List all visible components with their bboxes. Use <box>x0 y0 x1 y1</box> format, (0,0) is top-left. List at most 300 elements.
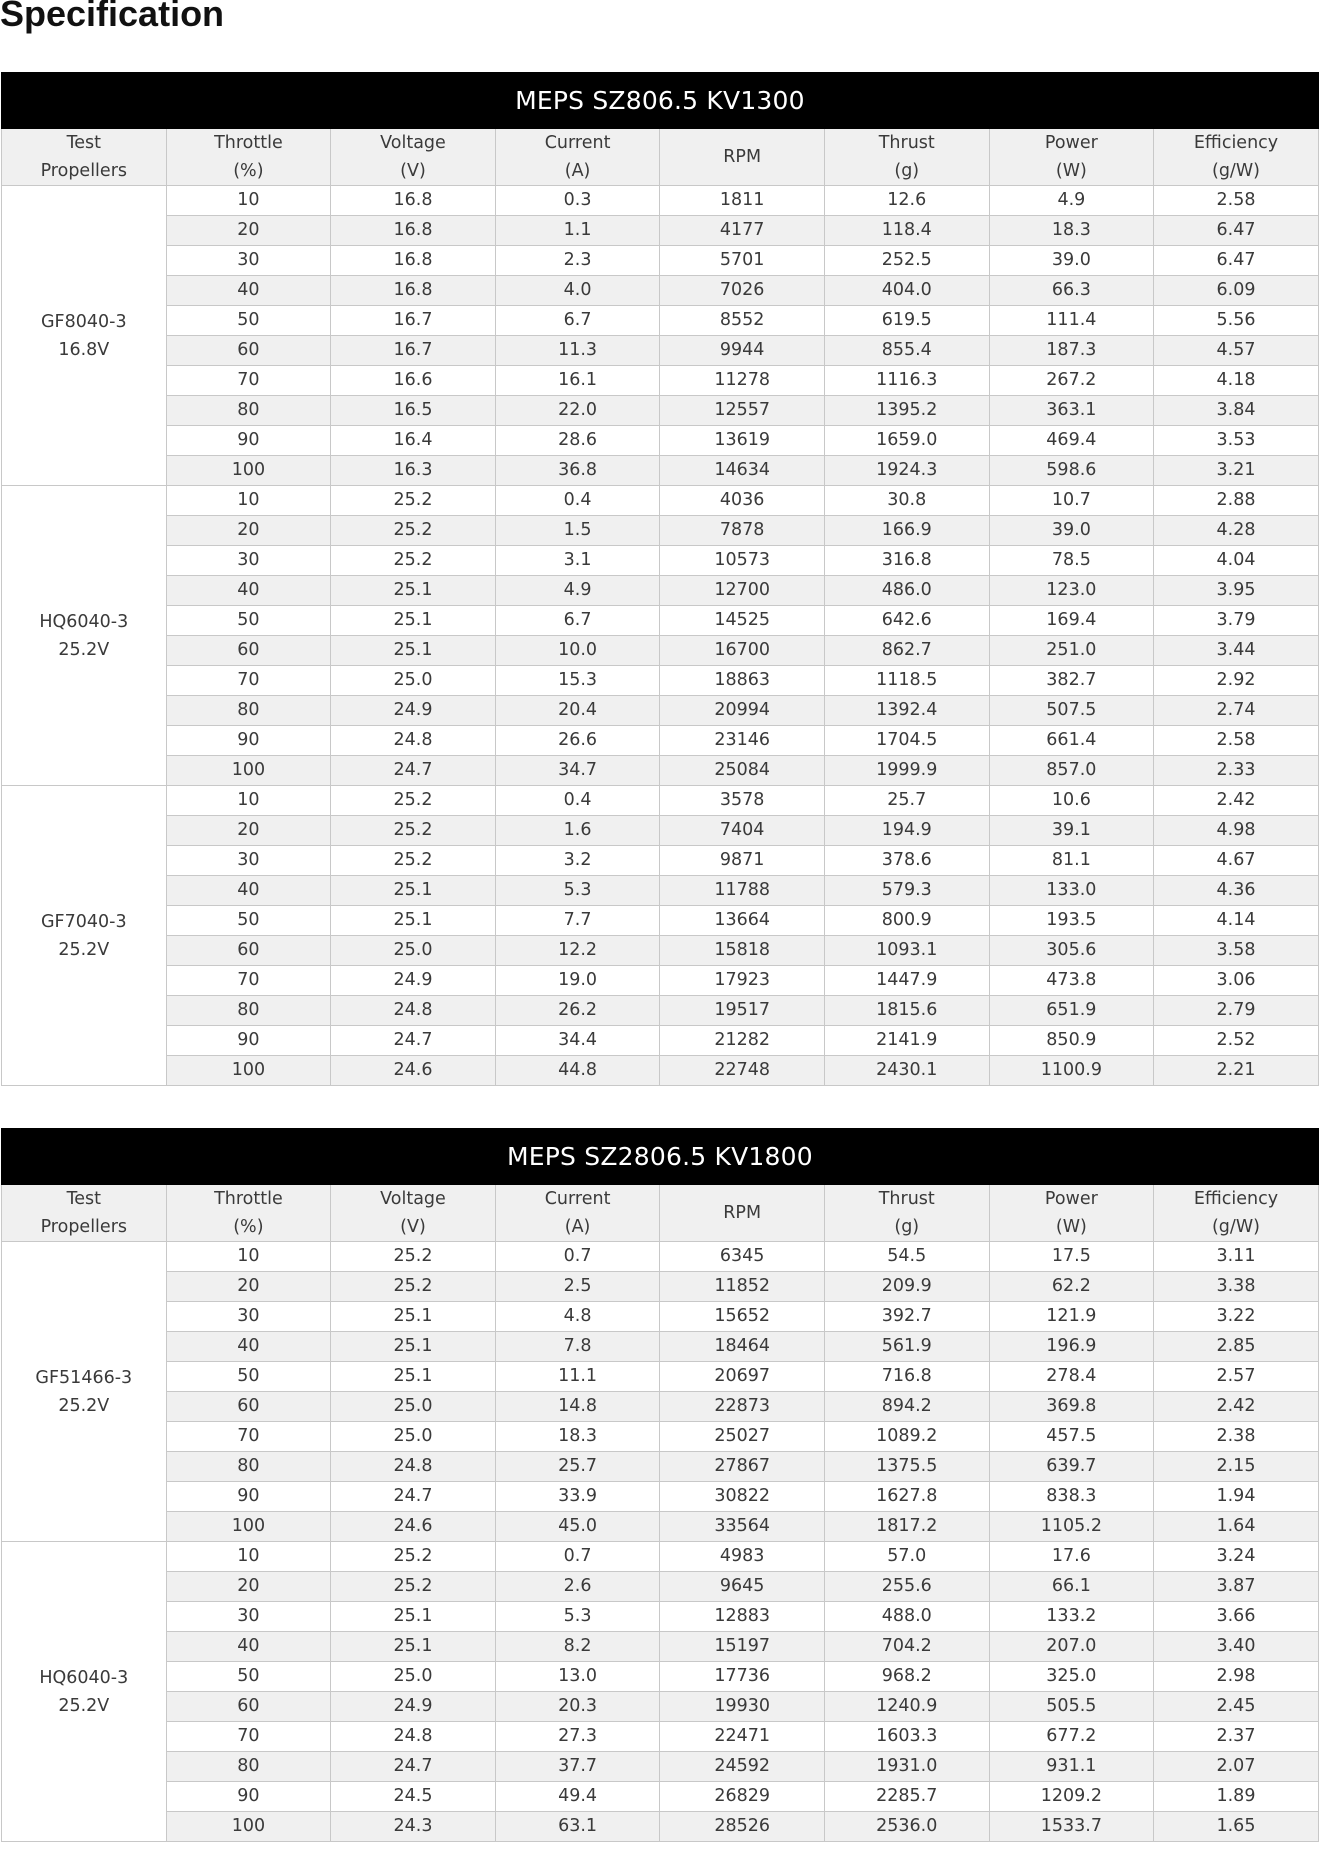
cell-rpm: 5701 <box>660 246 825 276</box>
cell-rpm: 9871 <box>660 846 825 876</box>
cell-power: 196.9 <box>989 1332 1154 1362</box>
cell-throttle: 60 <box>166 1692 331 1722</box>
col-header-current: Current (A) <box>495 1185 660 1242</box>
cell-current: 13.0 <box>495 1662 660 1692</box>
cell-rpm: 14634 <box>660 456 825 486</box>
cell-power: 305.6 <box>989 936 1154 966</box>
cell-throttle: 40 <box>166 876 331 906</box>
cell-efficiency: 4.14 <box>1154 906 1319 936</box>
propeller-model: GF51466-3 <box>35 1367 133 1388</box>
cell-throttle: 90 <box>166 726 331 756</box>
cell-power: 39.0 <box>989 516 1154 546</box>
table-row <box>2 456 1319 486</box>
cell-power: 169.4 <box>989 606 1154 636</box>
cell-thrust: 486.0 <box>824 576 989 606</box>
cell-voltage: 25.2 <box>331 846 496 876</box>
cell-rpm: 25027 <box>660 1422 825 1452</box>
table-title: MEPS SZ806.5 KV1300 <box>2 73 1319 129</box>
cell-efficiency: 4.04 <box>1154 546 1319 576</box>
cell-current: 22.0 <box>495 396 660 426</box>
cell-rpm: 27867 <box>660 1452 825 1482</box>
cell-voltage: 24.3 <box>331 1812 496 1842</box>
table-row <box>2 696 1319 726</box>
cell-throttle: 10 <box>166 786 331 816</box>
cell-rpm: 21282 <box>660 1026 825 1056</box>
table-row <box>2 1392 1319 1422</box>
cell-throttle: 20 <box>166 1272 331 1302</box>
cell-efficiency: 4.57 <box>1154 336 1319 366</box>
cell-voltage: 16.8 <box>331 216 496 246</box>
table-row <box>2 1722 1319 1752</box>
cell-current: 49.4 <box>495 1782 660 1812</box>
cell-voltage: 25.1 <box>331 1632 496 1662</box>
cell-rpm: 12700 <box>660 576 825 606</box>
cell-thrust: 642.6 <box>824 606 989 636</box>
spec-table-kv1300 <box>1 72 1319 1086</box>
cell-rpm: 11788 <box>660 876 825 906</box>
cell-current: 12.2 <box>495 936 660 966</box>
cell-efficiency: 2.92 <box>1154 666 1319 696</box>
cell-thrust: 968.2 <box>824 1662 989 1692</box>
cell-efficiency: 2.15 <box>1154 1452 1319 1482</box>
cell-current: 5.3 <box>495 1602 660 1632</box>
cell-current: 2.6 <box>495 1572 660 1602</box>
table-row <box>2 306 1319 336</box>
cell-power: 17.6 <box>989 1542 1154 1572</box>
cell-rpm: 18464 <box>660 1332 825 1362</box>
cell-current: 3.2 <box>495 846 660 876</box>
table-row <box>2 1422 1319 1452</box>
cell-rpm: 25084 <box>660 756 825 786</box>
cell-efficiency: 3.87 <box>1154 1572 1319 1602</box>
cell-thrust: 704.2 <box>824 1632 989 1662</box>
cell-throttle: 10 <box>166 486 331 516</box>
cell-power: 133.0 <box>989 876 1154 906</box>
cell-thrust: 12.6 <box>824 186 989 216</box>
cell-rpm: 4036 <box>660 486 825 516</box>
cell-power: 1100.9 <box>989 1056 1154 1086</box>
cell-voltage: 16.5 <box>331 396 496 426</box>
cell-throttle: 60 <box>166 336 331 366</box>
cell-efficiency: 3.84 <box>1154 396 1319 426</box>
cell-throttle: 20 <box>166 1572 331 1602</box>
cell-power: 81.1 <box>989 846 1154 876</box>
propeller-cell <box>2 1242 167 1542</box>
cell-power: 66.1 <box>989 1572 1154 1602</box>
cell-efficiency: 1.89 <box>1154 1782 1319 1812</box>
cell-rpm: 13664 <box>660 906 825 936</box>
cell-power: 18.3 <box>989 216 1154 246</box>
cell-thrust: 1931.0 <box>824 1752 989 1782</box>
cell-rpm: 33564 <box>660 1512 825 1542</box>
cell-thrust: 1659.0 <box>824 426 989 456</box>
cell-voltage: 25.1 <box>331 1362 496 1392</box>
cell-power: 639.7 <box>989 1452 1154 1482</box>
cell-efficiency: 3.21 <box>1154 456 1319 486</box>
cell-thrust: 2141.9 <box>824 1026 989 1056</box>
cell-power: 66.3 <box>989 276 1154 306</box>
propeller-voltage: 25.2V <box>58 939 110 960</box>
cell-voltage: 24.8 <box>331 726 496 756</box>
cell-voltage: 25.0 <box>331 1662 496 1692</box>
cell-throttle: 100 <box>166 456 331 486</box>
cell-efficiency: 5.56 <box>1154 306 1319 336</box>
cell-voltage: 24.7 <box>331 1482 496 1512</box>
table-row <box>2 1632 1319 1662</box>
cell-thrust: 25.7 <box>824 786 989 816</box>
cell-current: 0.4 <box>495 786 660 816</box>
cell-rpm: 28526 <box>660 1812 825 1842</box>
cell-current: 6.7 <box>495 306 660 336</box>
cell-voltage: 25.1 <box>331 876 496 906</box>
cell-rpm: 12557 <box>660 396 825 426</box>
cell-thrust: 1395.2 <box>824 396 989 426</box>
cell-thrust: 54.5 <box>824 1242 989 1272</box>
table-row <box>2 1572 1319 1602</box>
cell-rpm: 14525 <box>660 606 825 636</box>
cell-power: 1105.2 <box>989 1512 1154 1542</box>
cell-voltage: 25.1 <box>331 1332 496 1362</box>
cell-current: 11.1 <box>495 1362 660 1392</box>
cell-power: 850.9 <box>989 1026 1154 1056</box>
table-row <box>2 1242 1319 1272</box>
cell-throttle: 50 <box>166 606 331 636</box>
cell-voltage: 25.2 <box>331 546 496 576</box>
cell-rpm: 17923 <box>660 966 825 996</box>
cell-thrust: 316.8 <box>824 546 989 576</box>
cell-efficiency: 2.42 <box>1154 1392 1319 1422</box>
cell-efficiency: 3.40 <box>1154 1632 1319 1662</box>
table-row <box>2 426 1319 456</box>
cell-thrust: 855.4 <box>824 336 989 366</box>
cell-voltage: 16.4 <box>331 426 496 456</box>
cell-thrust: 1815.6 <box>824 996 989 1026</box>
table-row <box>2 276 1319 306</box>
cell-current: 15.3 <box>495 666 660 696</box>
cell-thrust: 619.5 <box>824 306 989 336</box>
cell-current: 18.3 <box>495 1422 660 1452</box>
cell-rpm: 17736 <box>660 1662 825 1692</box>
cell-current: 33.9 <box>495 1482 660 1512</box>
cell-thrust: 1093.1 <box>824 936 989 966</box>
propeller-voltage: 25.2V <box>58 1395 110 1416</box>
col-header-test: Test Propellers <box>2 129 167 186</box>
cell-voltage: 25.2 <box>331 786 496 816</box>
cell-rpm: 24592 <box>660 1752 825 1782</box>
cell-throttle: 10 <box>166 1542 331 1572</box>
cell-power: 62.2 <box>989 1272 1154 1302</box>
cell-throttle: 20 <box>166 216 331 246</box>
cell-power: 111.4 <box>989 306 1154 336</box>
table-row <box>2 726 1319 756</box>
cell-rpm: 12883 <box>660 1602 825 1632</box>
cell-current: 19.0 <box>495 966 660 996</box>
cell-current: 1.1 <box>495 216 660 246</box>
cell-voltage: 25.0 <box>331 936 496 966</box>
cell-thrust: 255.6 <box>824 1572 989 1602</box>
cell-efficiency: 4.36 <box>1154 876 1319 906</box>
table-row <box>2 816 1319 846</box>
cell-rpm: 4983 <box>660 1542 825 1572</box>
cell-thrust: 1118.5 <box>824 666 989 696</box>
col-header-rpm: RPM <box>660 1185 825 1242</box>
cell-rpm: 9645 <box>660 1572 825 1602</box>
table-row <box>2 1782 1319 1812</box>
cell-rpm: 6345 <box>660 1242 825 1272</box>
cell-throttle: 30 <box>166 546 331 576</box>
cell-efficiency: 4.28 <box>1154 516 1319 546</box>
cell-efficiency: 3.38 <box>1154 1272 1319 1302</box>
cell-power: 838.3 <box>989 1482 1154 1512</box>
cell-throttle: 90 <box>166 1782 331 1812</box>
cell-thrust: 800.9 <box>824 906 989 936</box>
cell-voltage: 24.7 <box>331 1026 496 1056</box>
cell-throttle: 10 <box>166 186 331 216</box>
col-header-efficiency: Efficiency (g/W) <box>1154 129 1319 186</box>
propeller-cell <box>2 486 167 786</box>
cell-throttle: 90 <box>166 1026 331 1056</box>
cell-thrust: 392.7 <box>824 1302 989 1332</box>
table-row <box>2 1542 1319 1572</box>
spec-table-kv1800 <box>1 1128 1319 1842</box>
cell-voltage: 16.7 <box>331 306 496 336</box>
cell-rpm: 7026 <box>660 276 825 306</box>
cell-thrust: 1603.3 <box>824 1722 989 1752</box>
cell-efficiency: 3.53 <box>1154 426 1319 456</box>
cell-power: 278.4 <box>989 1362 1154 1392</box>
cell-voltage: 25.1 <box>331 636 496 666</box>
cell-efficiency: 2.52 <box>1154 1026 1319 1056</box>
cell-voltage: 25.2 <box>331 1572 496 1602</box>
cell-power: 10.6 <box>989 786 1154 816</box>
table-row <box>2 1602 1319 1632</box>
cell-thrust: 57.0 <box>824 1542 989 1572</box>
cell-rpm: 11278 <box>660 366 825 396</box>
cell-power: 1533.7 <box>989 1812 1154 1842</box>
cell-efficiency: 2.42 <box>1154 786 1319 816</box>
cell-thrust: 1627.8 <box>824 1482 989 1512</box>
col-header-throttle: Throttle (%) <box>166 129 331 186</box>
cell-throttle: 20 <box>166 816 331 846</box>
cell-thrust: 252.5 <box>824 246 989 276</box>
cell-thrust: 118.4 <box>824 216 989 246</box>
table-row <box>2 246 1319 276</box>
cell-efficiency: 2.38 <box>1154 1422 1319 1452</box>
cell-throttle: 30 <box>166 846 331 876</box>
propeller-cell <box>2 786 167 1086</box>
cell-voltage: 16.8 <box>331 276 496 306</box>
cell-voltage: 24.7 <box>331 1752 496 1782</box>
cell-power: 598.6 <box>989 456 1154 486</box>
cell-rpm: 15197 <box>660 1632 825 1662</box>
table-row <box>2 366 1319 396</box>
cell-voltage: 25.0 <box>331 666 496 696</box>
cell-efficiency: 3.11 <box>1154 1242 1319 1272</box>
cell-thrust: 1999.9 <box>824 756 989 786</box>
cell-voltage: 24.8 <box>331 1452 496 1482</box>
cell-thrust: 378.6 <box>824 846 989 876</box>
table-row <box>2 216 1319 246</box>
col-header-voltage: Voltage (V) <box>331 129 496 186</box>
cell-current: 26.2 <box>495 996 660 1026</box>
cell-thrust: 579.3 <box>824 876 989 906</box>
table-row <box>2 486 1319 516</box>
col-header-voltage: Voltage (V) <box>331 1185 496 1242</box>
cell-current: 37.7 <box>495 1752 660 1782</box>
cell-power: 17.5 <box>989 1242 1154 1272</box>
table-row <box>2 1692 1319 1722</box>
propeller-model: GF7040-3 <box>40 911 127 932</box>
cell-efficiency: 3.22 <box>1154 1302 1319 1332</box>
cell-thrust: 1240.9 <box>824 1692 989 1722</box>
cell-thrust: 2430.1 <box>824 1056 989 1086</box>
cell-current: 4.9 <box>495 576 660 606</box>
cell-power: 857.0 <box>989 756 1154 786</box>
cell-throttle: 70 <box>166 966 331 996</box>
cell-voltage: 24.7 <box>331 756 496 786</box>
cell-efficiency: 2.21 <box>1154 1056 1319 1086</box>
col-header-test: Test Propellers <box>2 1185 167 1242</box>
cell-efficiency: 6.47 <box>1154 246 1319 276</box>
cell-thrust: 862.7 <box>824 636 989 666</box>
header-row <box>2 129 1319 186</box>
cell-power: 325.0 <box>989 1662 1154 1692</box>
cell-efficiency: 3.58 <box>1154 936 1319 966</box>
cell-efficiency: 2.98 <box>1154 1662 1319 1692</box>
cell-efficiency: 4.67 <box>1154 846 1319 876</box>
cell-throttle: 30 <box>166 1302 331 1332</box>
cell-efficiency: 2.57 <box>1154 1362 1319 1392</box>
cell-current: 4.0 <box>495 276 660 306</box>
cell-thrust: 1375.5 <box>824 1452 989 1482</box>
table-row <box>2 786 1319 816</box>
cell-power: 507.5 <box>989 696 1154 726</box>
propeller-cell <box>2 1542 167 1842</box>
cell-voltage: 24.6 <box>331 1056 496 1086</box>
col-header-rpm: RPM <box>660 129 825 186</box>
cell-power: 121.9 <box>989 1302 1154 1332</box>
cell-current: 0.7 <box>495 1542 660 1572</box>
cell-throttle: 50 <box>166 906 331 936</box>
cell-current: 6.7 <box>495 606 660 636</box>
table-row <box>2 516 1319 546</box>
cell-current: 34.4 <box>495 1026 660 1056</box>
cell-throttle: 100 <box>166 1812 331 1842</box>
cell-throttle: 70 <box>166 666 331 696</box>
cell-efficiency: 2.37 <box>1154 1722 1319 1752</box>
cell-current: 7.7 <box>495 906 660 936</box>
cell-efficiency: 2.07 <box>1154 1752 1319 1782</box>
cell-current: 16.1 <box>495 366 660 396</box>
cell-power: 505.5 <box>989 1692 1154 1722</box>
cell-power: 931.1 <box>989 1752 1154 1782</box>
cell-rpm: 22873 <box>660 1392 825 1422</box>
cell-current: 0.4 <box>495 486 660 516</box>
cell-thrust: 716.8 <box>824 1362 989 1392</box>
cell-throttle: 70 <box>166 1722 331 1752</box>
table-title: MEPS SZ2806.5 KV1800 <box>2 1129 1319 1185</box>
cell-rpm: 4177 <box>660 216 825 246</box>
cell-throttle: 10 <box>166 1242 331 1272</box>
cell-current: 8.2 <box>495 1632 660 1662</box>
cell-thrust: 488.0 <box>824 1602 989 1632</box>
cell-power: 123.0 <box>989 576 1154 606</box>
cell-power: 251.0 <box>989 636 1154 666</box>
cell-rpm: 30822 <box>660 1482 825 1512</box>
cell-current: 11.3 <box>495 336 660 366</box>
cell-current: 4.8 <box>495 1302 660 1332</box>
cell-efficiency: 2.45 <box>1154 1692 1319 1722</box>
table-row <box>2 1056 1319 1086</box>
cell-voltage: 24.8 <box>331 1722 496 1752</box>
cell-throttle: 90 <box>166 1482 331 1512</box>
table-row <box>2 396 1319 426</box>
cell-current: 1.6 <box>495 816 660 846</box>
cell-throttle: 60 <box>166 936 331 966</box>
cell-throttle: 80 <box>166 996 331 1026</box>
cell-throttle: 60 <box>166 1392 331 1422</box>
cell-thrust: 30.8 <box>824 486 989 516</box>
cell-current: 25.7 <box>495 1452 660 1482</box>
cell-thrust: 2536.0 <box>824 1812 989 1842</box>
cell-power: 193.5 <box>989 906 1154 936</box>
cell-voltage: 25.1 <box>331 1302 496 1332</box>
table-row <box>2 1362 1319 1392</box>
cell-thrust: 1392.4 <box>824 696 989 726</box>
cell-current: 0.7 <box>495 1242 660 1272</box>
cell-thrust: 209.9 <box>824 1272 989 1302</box>
cell-current: 36.8 <box>495 456 660 486</box>
cell-power: 187.3 <box>989 336 1154 366</box>
cell-efficiency: 2.74 <box>1154 696 1319 726</box>
cell-current: 7.8 <box>495 1332 660 1362</box>
cell-rpm: 1811 <box>660 186 825 216</box>
cell-voltage: 16.3 <box>331 456 496 486</box>
cell-throttle: 80 <box>166 396 331 426</box>
cell-throttle: 70 <box>166 1422 331 1452</box>
col-header-throttle: Throttle (%) <box>166 1185 331 1242</box>
cell-power: 39.1 <box>989 816 1154 846</box>
table-row <box>2 1752 1319 1782</box>
cell-thrust: 2285.7 <box>824 1782 989 1812</box>
cell-current: 28.6 <box>495 426 660 456</box>
cell-throttle: 40 <box>166 276 331 306</box>
table-row <box>2 666 1319 696</box>
cell-thrust: 194.9 <box>824 816 989 846</box>
cell-rpm: 8552 <box>660 306 825 336</box>
col-header-power: Power (W) <box>989 1185 1154 1242</box>
cell-voltage: 25.0 <box>331 1392 496 1422</box>
cell-throttle: 90 <box>166 426 331 456</box>
cell-throttle: 80 <box>166 1752 331 1782</box>
cell-efficiency: 1.65 <box>1154 1812 1319 1842</box>
cell-current: 2.5 <box>495 1272 660 1302</box>
cell-throttle: 100 <box>166 1056 331 1086</box>
propeller-voltage: 16.8V <box>58 339 110 360</box>
cell-throttle: 80 <box>166 696 331 726</box>
cell-power: 651.9 <box>989 996 1154 1026</box>
cell-efficiency: 2.88 <box>1154 486 1319 516</box>
cell-current: 10.0 <box>495 636 660 666</box>
table-row <box>2 1662 1319 1692</box>
col-header-power: Power (W) <box>989 129 1154 186</box>
cell-efficiency: 2.79 <box>1154 996 1319 1026</box>
cell-power: 661.4 <box>989 726 1154 756</box>
col-header-thrust: Thrust (g) <box>824 1185 989 1242</box>
cell-power: 369.8 <box>989 1392 1154 1422</box>
cell-power: 10.7 <box>989 486 1154 516</box>
cell-voltage: 16.8 <box>331 186 496 216</box>
